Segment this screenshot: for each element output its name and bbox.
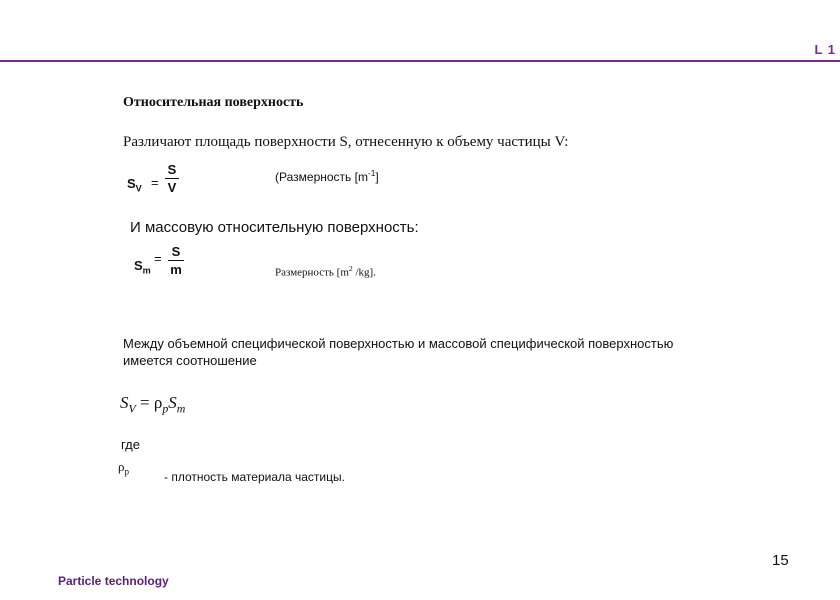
- formula-lhs: $S_V$: [127, 176, 142, 194]
- formula-fraction: S V: [165, 162, 179, 195]
- formula-equals: =: [151, 175, 159, 190]
- definition-text-volume: Различают площадь поверхности S, отнесенную к объему частицы V:: [123, 134, 569, 150]
- formula-relation: $S_V = \rho_pS_m$: [120, 393, 186, 416]
- section-heading: Относительная поверхность: [123, 95, 304, 110]
- rho-description: - плотность материала частицы.: [164, 470, 345, 484]
- rho-symbol: $\rho_p$: [118, 459, 130, 477]
- formula-specific-surface-volume: [127, 162, 197, 202]
- where-label: где: [121, 437, 140, 452]
- dimension-note-volume: (Размерность $[m^{-1}]$: [275, 168, 379, 184]
- formula-lhs: $S_m$: [134, 258, 151, 276]
- slide-tag: L 1: [814, 42, 836, 57]
- dimension-note-mass: Размерность [$m^2$ /kg].: [275, 264, 376, 279]
- page-number: 15: [772, 552, 789, 569]
- relation-paragraph: Между объемной специфической поверхностью и массовой специфической поверхностью имеется соотношение: [123, 336, 674, 368]
- definition-text-mass: И массовую относительную поверхность:: [130, 219, 419, 236]
- formula-equals: =: [154, 251, 162, 266]
- header-divider: [0, 60, 840, 62]
- formula-fraction: S m: [168, 244, 184, 277]
- footer-course-title: Particle technology: [58, 574, 169, 588]
- formula-specific-surface-mass: [134, 244, 204, 284]
